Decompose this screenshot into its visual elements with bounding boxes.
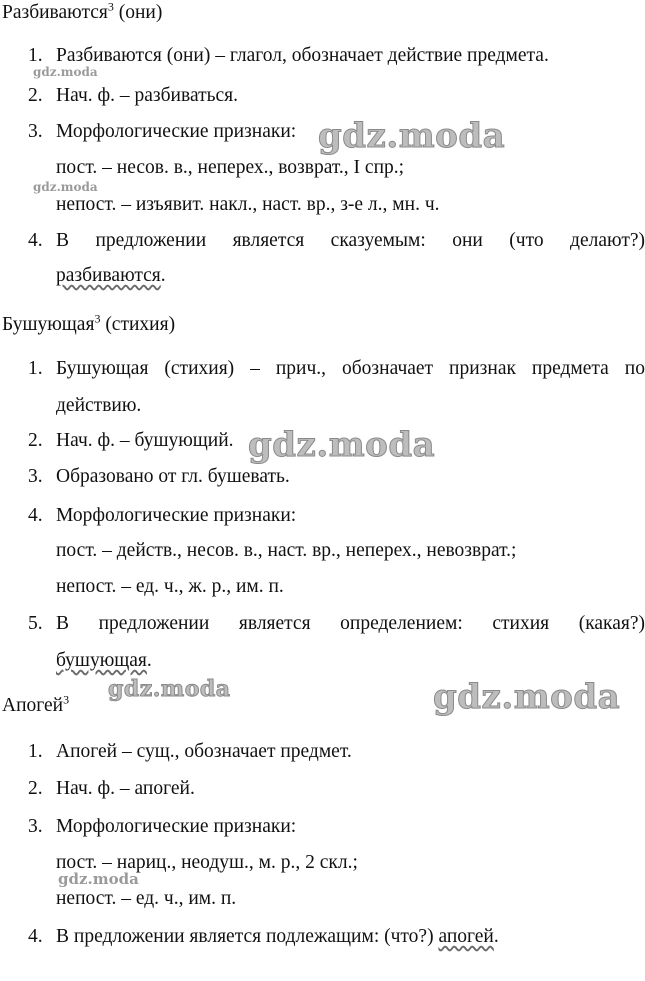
item-number: 4. (28, 505, 43, 526)
word-heading-3: Апогей$^3$ (2, 692, 70, 716)
item-text: Нач. ф. – апогей. (56, 778, 195, 799)
detail-line: пост. – действ., несов. в., наст. вр., неперех., невозврат.; (56, 540, 517, 561)
item-text: В предложении является сказуемым: они (что делают?) (56, 230, 645, 251)
item-text: Апогей – сущ., обозначает предмет. (56, 741, 352, 762)
item-number: 3. (28, 121, 43, 142)
watermark-small: gdz.moda (33, 180, 98, 194)
item-number: 1. (28, 45, 43, 66)
underlined-answer: бушующая. (56, 650, 152, 671)
detail-line: пост. – несов. в., неперех., возврат., I спр.; (56, 157, 405, 178)
word-heading-2: Бушующая$^3$ (стихия) (2, 311, 176, 335)
item-number: 2. (28, 778, 43, 799)
item-number: 2. (28, 85, 43, 106)
watermark-small: gdz.moda (33, 65, 98, 79)
item-text: Нач. ф. – бушующий. (56, 430, 234, 451)
detail-line: пост. – нариц., неодуш., м. р., 2 скл.; (56, 852, 358, 873)
detail-line: непост. – ед. ч., им. п. (56, 888, 237, 909)
item-text: В предложении является подлежащим: (что?) апогей. (56, 926, 499, 947)
item-text: В предложении является определением: стихия (какая?) (56, 613, 645, 634)
watermark-large: gdz.moda (108, 676, 231, 702)
watermark-large: gdz.moda (318, 116, 506, 156)
item-text: Бушующая (стихия) – прич., обозначает признак предмета по (56, 358, 645, 379)
item-number: 4. (28, 230, 43, 251)
underlined-answer: разбиваются. (56, 265, 166, 286)
item-text: Морфологические признаки: (56, 505, 297, 526)
word-heading-1: Разбиваются$^3$ (они) (2, 0, 163, 23)
item-text: Нач. ф. – разбиваться. (56, 85, 239, 106)
answer-word: разбиваются (56, 265, 161, 286)
item-number: 4. (28, 926, 43, 947)
item-number: 2. (28, 430, 43, 451)
item-number: 5. (28, 613, 43, 634)
detail-line: непост. – изъявит. накл., наст. вр., з-е л., мн. ч. (56, 194, 440, 215)
item-number: 3. (28, 466, 43, 487)
item-text: Морфологические признаки: (56, 816, 297, 837)
item-number: 1. (28, 358, 43, 379)
answer-word: бушующая (56, 650, 147, 671)
watermark-small: gdz.moda (58, 870, 139, 888)
answer-word: апогей (438, 926, 494, 947)
watermark-large: gdz.moda (248, 425, 436, 465)
item-number: 3. (28, 816, 43, 837)
item-text: Морфологические признаки: (56, 121, 297, 142)
watermark-large: gdz.moda (433, 677, 621, 717)
item-text-continued: действию. (56, 395, 142, 416)
item-number: 1. (28, 741, 43, 762)
detail-line: непост. – ед. ч., ж. р., им. п. (56, 576, 284, 597)
item-text: Разбиваются (они) – глагол, обозначает действие предмета. (56, 45, 549, 66)
item-text: Образовано от гл. бушевать. (56, 466, 290, 487)
